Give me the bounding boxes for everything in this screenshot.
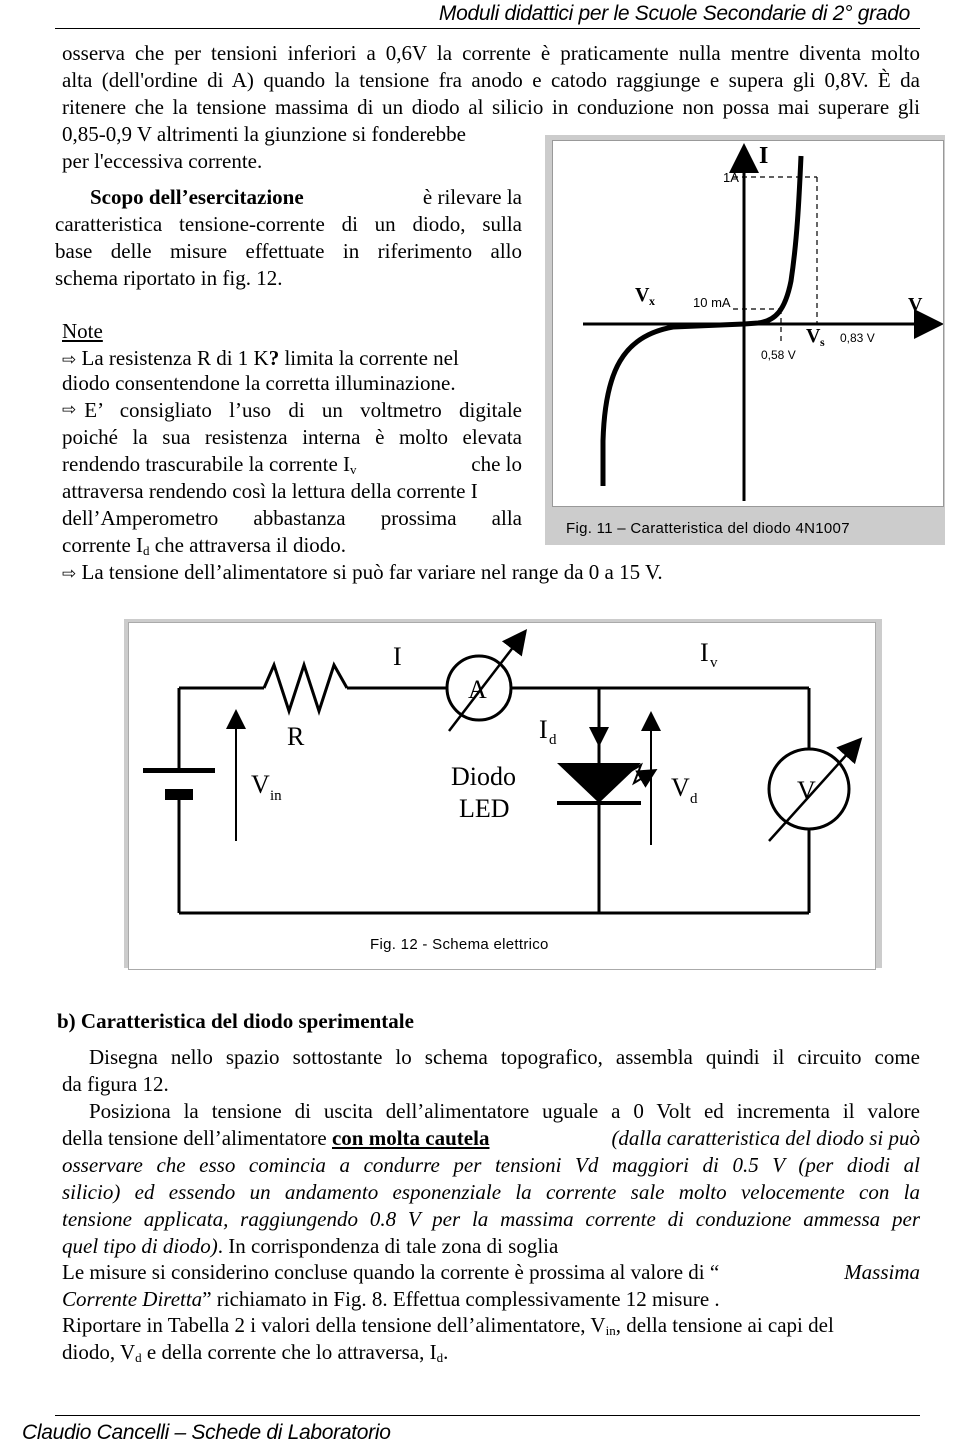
page-footer: Claudio Cancelli – Schede di Laboratorio <box>22 1421 391 1444</box>
p2-line-3: osservare che esso comincia a condurre per tensioni Vd maggiori di 0.5 V (per diodi al <box>62 1153 920 1177</box>
note-arrow-icon: ⇨ <box>62 350 77 370</box>
label-Vs: V <box>806 325 821 347</box>
circuit-schematic <box>129 623 875 969</box>
label-V-meter: V <box>797 776 816 805</box>
diode-curve <box>603 156 801 486</box>
label-10mA: 10 mA <box>693 295 731 310</box>
led-diode-symbol <box>557 763 641 803</box>
label-R: R <box>287 722 305 751</box>
scopo-line-2: caratteristica tensione-corrente di un diodo, sulla <box>55 212 522 236</box>
label-Id: I <box>539 715 548 744</box>
note-1-line-2: diodo consentendone la corretta illuminazione. <box>62 371 456 395</box>
p1-line-2: da figura 12. <box>62 1072 169 1096</box>
scopo-line-1 <box>90 184 522 210</box>
fig11-panel <box>552 140 944 507</box>
note-arrow-icon: ⇨ <box>62 400 77 420</box>
label-Vx-sub: x <box>649 294 655 308</box>
note-2-line-6: corrente $I_d$ che attraversa il diodo. <box>62 533 347 558</box>
label-Vx: V <box>635 284 650 306</box>
note-2-line-5: dell’Amperometro abbastanza prossima alla <box>62 506 522 530</box>
scopo-bold: Scopo dell’esercitazione <box>90 185 304 209</box>
label-Id-sub: d <box>549 732 557 748</box>
fig12-caption: Fig. 12 - Schema elettrico <box>370 936 549 953</box>
note-2-line-1: ⇨ E’ consigliato l’uso di un voltmetro digitale <box>62 398 522 422</box>
p2-line-5: tensione applicata, raggiungendo 0.8 V per la massima corrente di conduzione ammessa per <box>62 1207 920 1231</box>
note-2-line-3: rendendo trascurabile la corrente $I_v$ che lo <box>62 452 522 477</box>
label-I-top: I <box>393 642 402 671</box>
scopo-rest: è rilevare la <box>422 185 522 209</box>
label-Vs-sub: s <box>820 335 825 349</box>
fig11-caption: Fig. 11 – Caratteristica del diodo 4N1007 <box>566 520 850 537</box>
intro-line-1: osserva che per tensioni inferiori a 0,6V la corrente è praticamente nulla mentre diventa molto <box>62 41 920 65</box>
p1-line-1: Disegna nello spazio sottostante lo schema topografico, assembla quindi il circuito come <box>89 1045 920 1069</box>
label-1A: 1A <box>723 170 739 185</box>
intro-line-5: per l'eccessiva corrente. <box>62 149 263 173</box>
note-arrow-icon: ⇨ <box>62 564 77 584</box>
intro-line-4: 0,85-0,9 V altrimenti la giunzione si fonderebbe <box>62 122 466 146</box>
note-2-line-4: attraversa rendendo così la lettura della corrente I <box>62 479 478 503</box>
label-diodo: Diodo <box>451 762 516 791</box>
p2-line-4: silicio) ed essendo un andamento esponenziale la corrente sale molto velocemente con la <box>62 1180 920 1204</box>
p4-line-1: Riportare in Tabella 2 i valori della tensione dell’alimentatore, $V_{in}$, della tensione ai capi del <box>62 1313 834 1338</box>
p3-line-2: Corrente Diretta” richiamato in Fig. 8. Effettua complessivamente 12 misure . <box>62 1287 720 1311</box>
label-Vd: V <box>671 773 690 802</box>
note-2-line-2: poiché la sua resistenza interna è molto elevata <box>62 425 522 449</box>
intro-line-2: alta (dell'ordine di A) quando la tensione fra anodo e catodo raggiunge e supera gli 0,8V. È da <box>62 68 920 92</box>
label-058: 0,58 V <box>761 348 796 362</box>
fig12-panel <box>128 622 876 970</box>
diode-characteristic-plot <box>553 141 943 506</box>
label-A: A <box>468 675 487 704</box>
label-Vin: V <box>251 770 270 799</box>
label-I: I <box>759 143 769 169</box>
resistor-symbol <box>264 665 347 711</box>
page-header: Moduli didattici per le Scuole Secondarie di 2° grado <box>438 2 910 25</box>
label-Vin-sub: in <box>270 788 282 804</box>
battery-short-plate <box>165 789 193 800</box>
section-b-title: b) Caratteristica del diodo sperimentale <box>57 1009 414 1033</box>
p4-line-2: diodo, $V_d$ e della corrente che lo attraversa, $I_d$. <box>62 1340 449 1365</box>
footer-rule <box>55 1415 920 1416</box>
p2-line-2: della tensione dell’alimentatore con molta cautela (dalla caratteristica del diodo si può <box>62 1126 920 1150</box>
p2-line-6: quel tipo di diodo). In corrispondenza di tale zona di soglia <box>62 1234 559 1258</box>
header-rule <box>55 28 920 29</box>
p3-line-1: Le misure si considerino concluse quando la corrente è prossima al valore di “ Massima <box>62 1260 920 1284</box>
note-title: Note <box>62 319 103 343</box>
note-3: ⇨ La tensione dell’alimentatore si può far variare nel range da 0 a 15 V. <box>62 560 663 584</box>
label-led: LED <box>459 794 510 823</box>
scopo-line-4: schema riportato in fig. 12. <box>55 266 283 290</box>
battery-long-plate <box>143 768 215 773</box>
label-Iv: I <box>700 638 709 667</box>
intro-line-3: ritenere che la tensione massima di un diodo al silicio in conduzione non possa mai superare gli <box>62 95 920 119</box>
note-1-line-1: ⇨ La resistenza R di 1 K? limita la corrente nel <box>62 346 459 370</box>
label-Vd-sub: d <box>690 791 698 807</box>
p2-line-1: Posiziona la tensione di uscita dell’alimentatore uguale a 0 Volt ed incrementa il valore <box>89 1099 920 1123</box>
scopo-line-3: base delle misure effettuate in riferimento allo <box>55 239 522 263</box>
label-083: 0,83 V <box>840 331 875 345</box>
label-V: V <box>908 294 923 316</box>
label-Iv-sub: v <box>710 655 718 671</box>
